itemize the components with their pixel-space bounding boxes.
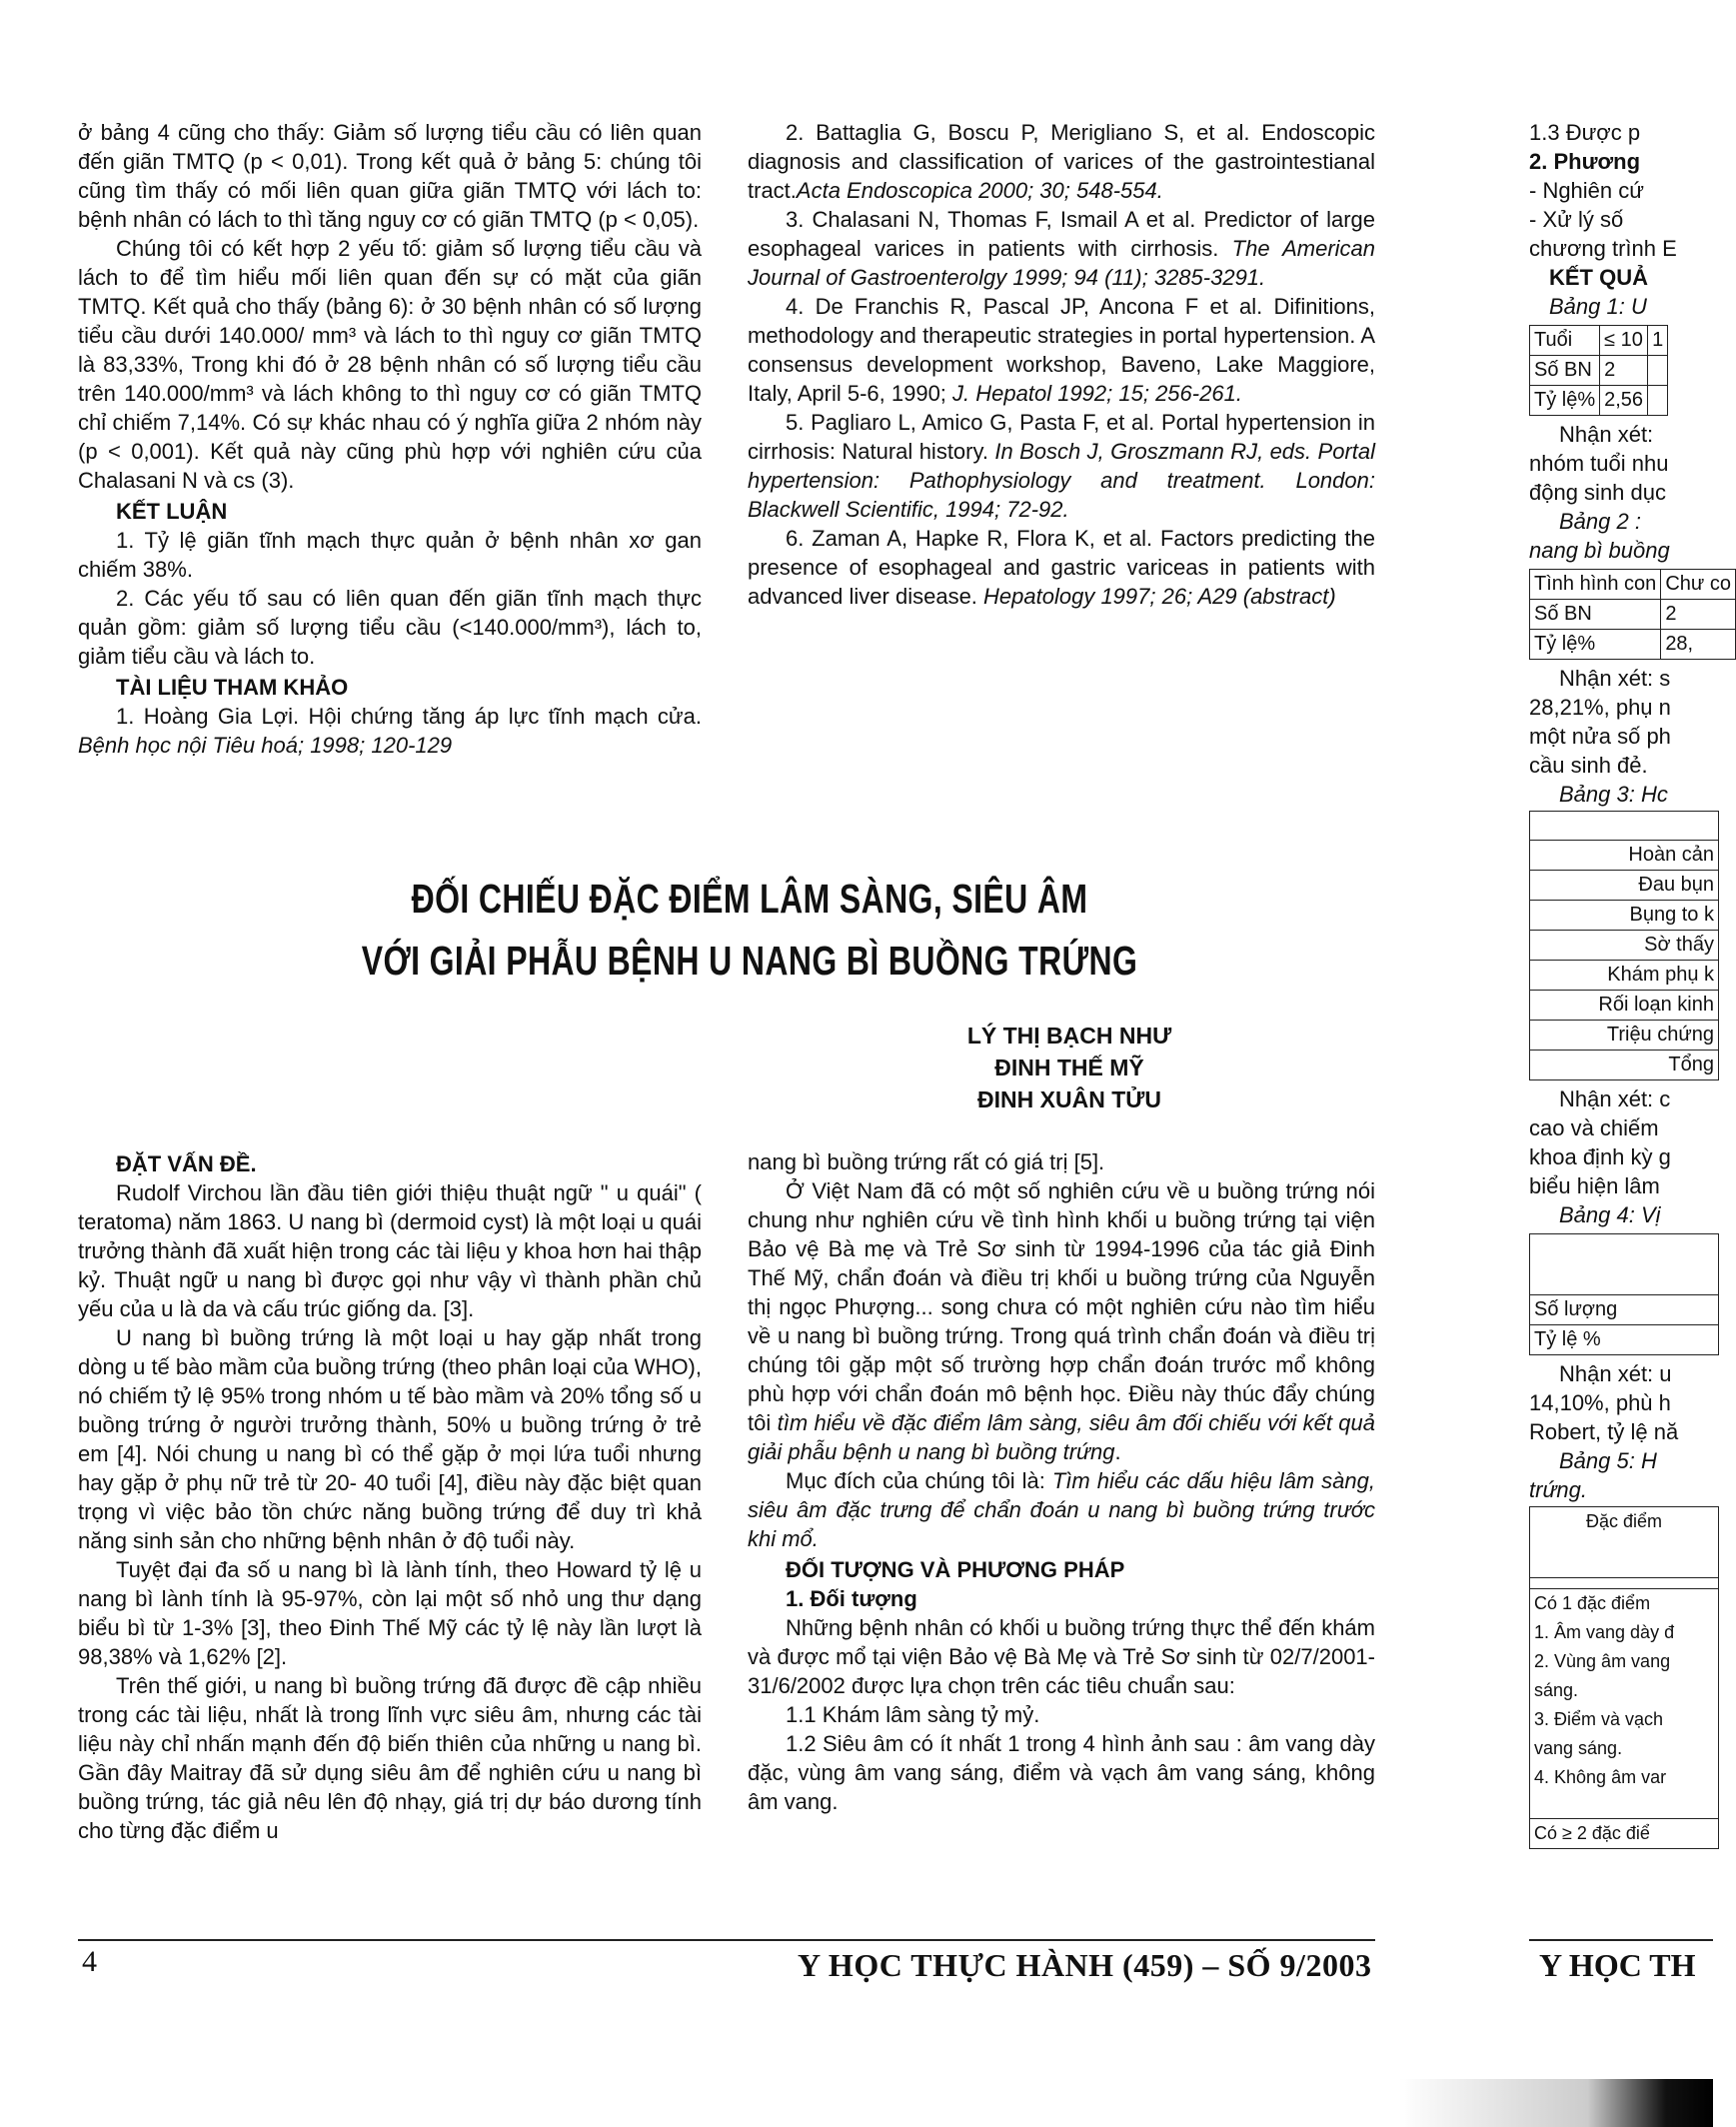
table-cell — [1530, 812, 1719, 841]
title-line: ĐỐI CHIẾU ĐẶC ĐIỂM LÂM SÀNG, SIÊU ÂM — [411, 876, 1088, 922]
table-cell: Số BN — [1530, 600, 1661, 630]
text-line: nhóm tuổi nhu — [1529, 451, 1669, 476]
text-line: cầu sinh đẻ. — [1529, 753, 1648, 778]
paragraph: Tuyệt đại đa số u nang bì là lành tính, theo Howard tỷ lệ u nang bì lành tính là 95-97%, còn lại một số nhỏ ung thư dạng biểu bì từ 1-3% [3], theo Đinh Thế Mỹ các tỷ lệ này lần lượt là 98,38% và 1,62% [2]. — [78, 1557, 702, 1669]
table-cell: 2 — [1600, 356, 1648, 386]
paragraph: Trên thế giới, u nang bì buồng trứng đã được đề cập nhiều trong các tài liệu, nhất là trong lĩnh vực siêu âm, nhưng các tài liệu này chỉ nhấn mạnh đến độ biến thiên của những u nang bì. Gần đây Maitray đã sử dụng siêu âm để nghiên cứu u nang bì buồng trứng, tác giả nêu lên độ nhạy, giá trị dự báo dương tính cho từng đặc điểm u — [78, 1673, 702, 1843]
text-line: chương trình E — [1529, 236, 1677, 261]
text-line: 28,21%, phụ n — [1529, 695, 1671, 720]
text-line: Nhận xét: s — [1559, 666, 1671, 691]
text-line: Bảng 2 : — [1559, 509, 1641, 534]
table-cell — [1530, 1234, 1719, 1295]
table-cell: Số lượng — [1530, 1295, 1719, 1325]
footer-rule — [1529, 1939, 1713, 1941]
text-line: - Xử lý số — [1529, 207, 1624, 232]
table-cell: Tổng — [1530, 1051, 1719, 1080]
text-line: biểu hiện lâm — [1529, 1173, 1660, 1198]
paragraph: ở bảng 4 cũng cho thấy: Giảm số lượng tiểu cầu có liên quan đến giãn TMTQ (p < 0,01). Trong kết quả ở bảng 5: chúng tôi cũng tìm thấy có mối liên quan giữa giãn TMTQ với lách to: bệnh nhân có lách to thì tăng nguy cơ có giãn TMTQ (p < 0,05). — [78, 120, 702, 232]
conclusion-item: 2. Các yếu tố sau có liên quan đến giãn tĩnh mạch thực quản gồm: giảm số lượng tiểu cầu (<140.000/mm³), lách to, giảm tiểu cầu và lách to. — [78, 586, 702, 669]
text-line: 2. Phương — [1529, 149, 1641, 174]
reference-item: 6. Zaman A, Hapke R, Flora K, et al. Factors predicting the presence of esophageal and gastric variceas in patients with advanced liver disease. Hepatology 1997; 26; A29 (abstract) — [748, 526, 1375, 609]
table-cell: 28, — [1661, 630, 1736, 660]
left-column-bottom — [78, 1147, 702, 1845]
reference-item: 1. Hoàng Gia Lợi. Hội chứng tăng áp lực tĩnh mạch cửa. Bệnh học nội Tiêu hoá; 1998; 120-129 — [78, 704, 702, 758]
author: ĐINH THẾ MỸ — [994, 1055, 1144, 1080]
table-1 — [1529, 325, 1668, 416]
text-line: - Nghiên cứ — [1529, 178, 1644, 203]
text-line: Bảng 1: U — [1549, 294, 1647, 319]
paragraph: 1.1 Khám lâm sàng tỷ mỷ. — [786, 1702, 1040, 1727]
table-3 — [1529, 811, 1719, 1080]
text-line: Nhận xét: c — [1559, 1086, 1671, 1111]
text-line: khoa định kỳ g — [1529, 1144, 1671, 1169]
text-line: cao và chiếm — [1529, 1115, 1659, 1140]
table-cell: Triệu chứng — [1530, 1021, 1719, 1051]
paragraph: Những bệnh nhân có khối u buồng trứng thực thể đến khám và được mổ tại viện Bảo vệ Bà Mẹ và Trẻ Sơ sinh từ 02/7/2001-31/6/2002 được lựa chọn trên các tiêu chuẩn sau: — [748, 1615, 1375, 1698]
journal-footer: Y HỌC TH — [1539, 1947, 1696, 1983]
table-cell: Tỷ lệ % — [1530, 1325, 1719, 1355]
table-cell: 3. Điểm và vạch — [1530, 1705, 1719, 1734]
text-line: Nhận xét: u — [1559, 1361, 1672, 1386]
table-4 — [1529, 1233, 1719, 1355]
paragraph: Chúng tôi có kết hợp 2 yếu tố: giảm số lượng tiểu cầu và lách to để tìm hiểu mối liên quan đến sự có mặt của giãn TMTQ. Kết quả cho thấy (bảng 6): ở 30 bệnh nhân có số lượng tiểu cầu dưới 140.000/ mm³ và lách to thì nguy cơ giãn TMTQ là 83,33%, Trong khi đó ở 28 bệnh nhân có số lượng tiểu cầu trên 140.000/mm³ và lách không to thì nguy cơ có giãn TMTQ chỉ chiếm 7,14%. Có sự khác nhau có ý nghĩa giữa 2 nhóm này (p < 0,001). Kết quả này cũng phù hợp với nghiên cứu của Chalasani N và cs (3). — [78, 236, 702, 493]
section-heading-methods: ĐỐI TƯỢNG VÀ PHƯƠNG PHÁP — [786, 1557, 1125, 1582]
table-2 — [1529, 569, 1736, 660]
table-cell: Bụng to k — [1530, 901, 1719, 931]
reference-item: 4. De Franchis R, Pascal JP, Ancona F et al. Difinitions, methodology and therapeutic strategies in portal hypertension. A consensus development workshop, Baveno, Lake Maggiore, Italy, April 5-6, 1990; J. Hepatol 1992; 15; 256-261. — [748, 294, 1375, 406]
table-cell: Rối loạn kinh — [1530, 991, 1719, 1021]
adjacent-page-fragment — [1529, 118, 1731, 2007]
text-line: Bảng 5: H — [1559, 1448, 1657, 1473]
table-cell: 2,56 — [1600, 386, 1648, 416]
paragraph: U nang bì buồng trứng là một loại u hay gặp nhất trong dòng u tế bào mầm của buồng trứng (theo phân loại của WHO), nó chiếm tỷ lệ 95% trong nhóm u tế bào mầm và 20% tổng số u buồng trứng ở người trưởng thành, 50% u buồng trứng ở trẻ em [4]. Nói chung u nang bì có thể gặp ở mọi lứa tuổi nhưng hay gặp ở phụ nữ trẻ từ 20- 40 tuổi [4], điều này đặc biệt quan trọng vì việc bảo tồn chức năng buồng trứng để duy trì khả năng sinh sản cho những bệnh nhân ở độ tuổi này. — [78, 1325, 702, 1553]
table-cell: Tỷ lệ% — [1530, 386, 1600, 416]
table-cell: 4. Không âm var — [1530, 1763, 1719, 1792]
paragraph: 1.2 Siêu âm có ít nhất 1 trong 4 hình ảnh sau : âm vang dày đặc, vùng âm vang sáng, điểm và vạch âm vang sáng, không âm vang. — [748, 1731, 1375, 1814]
table-cell: Đặc điểm — [1530, 1507, 1719, 1578]
article-title — [321, 868, 1178, 992]
text-line: 1.3 Được p — [1529, 120, 1641, 145]
text-line: KẾT QUẢ — [1549, 265, 1648, 290]
paragraph: Ở Việt Nam đã có một số nghiên cứu về u buồng trứng nói chung như nghiên cứu về tình hình khối u buồng trứng tại viện Bảo vệ Bà mẹ và Trẻ Sơ sinh từ 1994-1996 của tác giả Đinh Thế Mỹ, chẩn đoán và điều trị khối u buồng trứng của Nguyễn thị ngọc Phượng... song chưa có một nghiên cứu nào tìm hiểu về u nang bì buồng trứng. Trong quá trình chẩn đoán và điều trị chúng tôi gặp một số trường hợp chẩn đoán trước mổ không phù hợp với chẩn đoán mô bệnh học. Điều này thúc đẩy chúng tôi tìm hiểu về đặc điểm lâm sàng, siêu âm đối chiếu với kết quả giải phẫu bệnh u nang bì buồng trứng. — [748, 1178, 1376, 1464]
table-cell: Hoàn cản — [1530, 841, 1719, 871]
table-cell: Khám phụ k — [1530, 961, 1719, 991]
table-cell: Tỷ lệ% — [1530, 630, 1661, 660]
title-line: VỚI GIẢI PHẪU BỆNH U NANG BÌ BUỒNG TRỨNG — [361, 938, 1138, 984]
paragraph: Rudolf Virchou lần đầu tiên giới thiệu thuật ngữ " u quái" ( teratoma) năm 1863. U nang bì (dermoid cyst) là một loại u quái trưởng thành đã xuất hiện trong các tài liệu y khoa hơn hai thập kỷ. Thuật ngữ u nang bì được gọi như vậy vì thành phần chủ yếu của u là da và cấu trúc giống da. [3]. — [78, 1180, 702, 1321]
left-column-top — [78, 118, 702, 760]
journal-footer: Y HỌC THỰC HÀNH (459) – SỐ 9/2003 — [798, 1947, 1372, 1983]
table-cell: 1. Âm vang dày đ — [1530, 1618, 1719, 1647]
text-line: một nửa số ph — [1529, 724, 1671, 749]
paragraph: Mục đích của chúng tôi là: Tìm hiểu các dấu hiệu lâm sàng, siêu âm đặc trưng để chẩn đoán u nang bì buồng trứng trước khi mổ. — [748, 1468, 1375, 1551]
table-cell: Đau bụn — [1530, 871, 1719, 901]
reference-item: 2. Battaglia G, Boscu P, Merigliano S, et al. Endoscopic diagnosis and classification of varices of the gastrointestianal tract.Acta Endoscopica 2000; 30; 548-554. — [748, 120, 1375, 203]
text-line: nang bì buồng — [1529, 538, 1670, 563]
reference-item: 3. Chalasani N, Thomas F, Ismail A et al. Predictor of large esophageal varices in patients with cirrhosis. The American Journal of Gastroenterolgy 1999; 94 (11); 3285-3291. — [748, 207, 1375, 290]
text-line: Robert, tỷ lệ nă — [1529, 1419, 1679, 1444]
table-cell: Số BN — [1530, 356, 1600, 386]
subsection-heading: 1. Đối tượng — [786, 1586, 917, 1611]
text-line: Bảng 4: Vị — [1559, 1202, 1661, 1227]
author: LÝ THỊ BẠCH NHƯ — [966, 1023, 1172, 1049]
table-cell — [1530, 1792, 1719, 1819]
right-column-bottom — [748, 1147, 1375, 1816]
table-cell — [1530, 1578, 1719, 1589]
scan-shadow — [1399, 2079, 1713, 2127]
table-cell: 1 — [1648, 326, 1668, 356]
table-cell: Có ≥ 2 đặc điể — [1530, 1819, 1719, 1849]
right-column-top — [748, 118, 1375, 611]
text-line: trứng. — [1529, 1477, 1587, 1502]
page-number: 4 — [82, 1945, 97, 1978]
author: ĐINH XUÂN TỬU — [977, 1086, 1161, 1112]
table-cell: sáng. — [1530, 1676, 1719, 1705]
paragraph: nang bì buồng trứng rất có giá trị [5]. — [748, 1149, 1105, 1174]
table-cell: 2. Vùng âm vang — [1530, 1647, 1719, 1676]
table-cell: Có 1 đặc điểm — [1530, 1589, 1719, 1619]
table-cell: vang sáng. — [1530, 1734, 1719, 1763]
table-cell: Tình hình con — [1530, 570, 1661, 600]
conclusion-item: 1. Tỷ lệ giãn tĩnh mạch thực quản ở bệnh nhân xơ gan chiếm 38%. — [78, 528, 702, 582]
table-cell — [1648, 356, 1668, 386]
reference-item: 5. Pagliaro L, Amico G, Pasta F, et al. Portal hypertension in cirrhosis: Natural history. In Bosch J, Groszmann RJ, eds. Portal hypertension: Pathophysiology and treatment. London: Blackwell Scientific, 1994; 72-92. — [748, 410, 1376, 522]
text-line: 14,10%, phù h — [1529, 1390, 1671, 1415]
text-line: Nhận xét: — [1559, 422, 1654, 447]
section-heading-conclusion: KẾT LUẬN — [116, 499, 228, 524]
table-cell: Tuổi — [1530, 326, 1600, 356]
table-cell: 2 — [1661, 600, 1736, 630]
table-cell — [1648, 386, 1668, 416]
table-cell: Sờ thấy — [1530, 931, 1719, 961]
author-list — [899, 1020, 1239, 1115]
table-cell: Chư co — [1661, 570, 1736, 600]
table-cell: ≤ 10 — [1600, 326, 1648, 356]
footer-rule — [78, 1939, 1375, 1941]
text-line: Bảng 3: Hc — [1559, 782, 1668, 807]
text-line: động sinh dục — [1529, 480, 1666, 505]
table-5 — [1529, 1506, 1719, 1849]
section-heading-intro: ĐẶT VẤN ĐỀ. — [116, 1151, 257, 1176]
section-heading-references: TÀI LIỆU THAM KHẢO — [116, 675, 349, 700]
